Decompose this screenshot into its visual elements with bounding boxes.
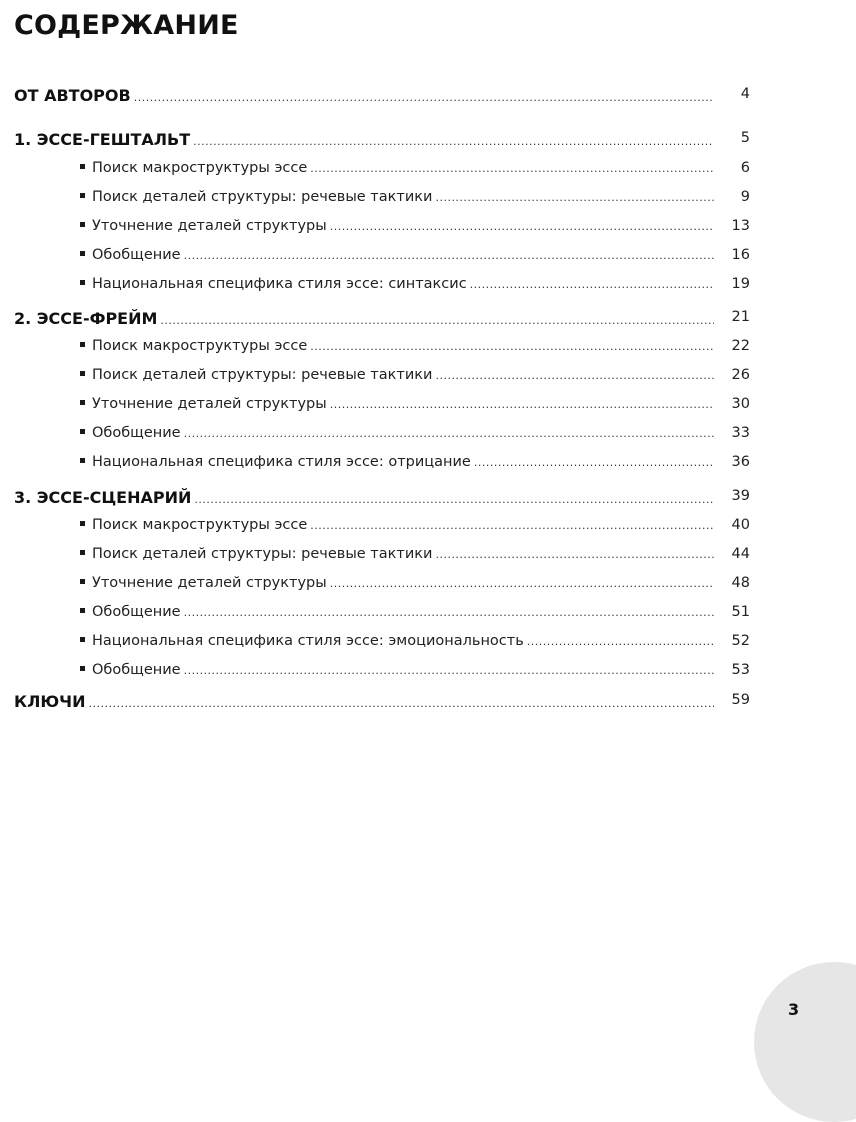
toc-page-number: 16 (731, 247, 750, 263)
toc-label: Обобщение (92, 662, 181, 678)
dot-leader (310, 519, 714, 532)
bullet-icon (80, 579, 85, 584)
toc-section-scenario[interactable] (14, 488, 750, 512)
dot-leader (194, 493, 714, 506)
dot-leader (435, 191, 714, 204)
toc-section-authors[interactable] (14, 86, 750, 110)
dot-leader (310, 340, 714, 353)
page-corner-tab (754, 962, 856, 1122)
toc-label: Поиск деталей структуры: речевые тактики (92, 546, 433, 562)
toc-page-number: 40 (731, 517, 750, 533)
toc-label: Уточнение деталей структуры (92, 575, 327, 591)
toc-page-number: 6 (740, 160, 750, 176)
toc-label: Поиск деталей структуры: речевые тактики (92, 367, 433, 383)
toc-page-number: 48 (731, 575, 750, 591)
dot-leader (184, 664, 714, 677)
toc-page-number: 36 (731, 454, 750, 470)
toc-subsection[interactable] (80, 367, 750, 391)
toc-label: Поиск деталей структуры: речевые тактики (92, 189, 433, 205)
toc-page-number: 51 (731, 604, 750, 620)
toc-subsection[interactable] (80, 218, 750, 242)
bullet-icon (80, 608, 85, 613)
dot-leader (184, 249, 714, 262)
toc-page-number: 30 (731, 396, 750, 412)
toc-subsection[interactable] (80, 160, 750, 184)
bullet-icon (80, 400, 85, 405)
toc-page-number: 39 (731, 488, 750, 504)
toc-section-frame[interactable] (14, 309, 750, 333)
dot-leader (470, 278, 714, 291)
toc-label: Обобщение (92, 247, 181, 263)
toc-label: Национальная специфика стиля эссе: отрицание (92, 454, 471, 470)
toc-label: Поиск макроструктуры эссе (92, 160, 308, 176)
toc-subsection[interactable] (80, 276, 750, 300)
toc-page-number: 22 (731, 338, 750, 354)
bullet-icon (80, 222, 85, 227)
toc-page-number: 26 (731, 367, 750, 383)
toc-page-number: 4 (740, 86, 750, 102)
dot-leader (184, 427, 714, 440)
toc-label: Поиск макроструктуры эссе (92, 338, 308, 354)
toc-subsection[interactable] (80, 338, 750, 362)
dot-leader (184, 606, 714, 619)
toc-page-number: 5 (740, 130, 750, 146)
dot-leader (160, 314, 714, 327)
toc-label: 1. ЭССЕ-ГЕШТАЛЬТ (14, 130, 191, 149)
dot-leader (310, 162, 714, 175)
toc-label: Национальная специфика стиля эссе: эмоциональность (92, 633, 524, 649)
toc-page-number: 53 (731, 662, 750, 678)
dot-leader (88, 697, 714, 710)
dot-leader (330, 220, 714, 233)
toc-label: КЛЮЧИ (14, 692, 86, 711)
toc-subsection[interactable] (80, 546, 750, 570)
bullet-icon (80, 164, 85, 169)
toc-subsection[interactable] (80, 575, 750, 599)
bullet-icon (80, 637, 85, 642)
dot-leader (134, 91, 714, 104)
toc-page-number: 59 (731, 692, 750, 708)
bullet-icon (80, 458, 85, 463)
bullet-icon (80, 371, 85, 376)
bullet-icon (80, 550, 85, 555)
toc-subsection[interactable] (80, 247, 750, 271)
toc-subsection[interactable] (80, 633, 750, 657)
dot-leader (330, 398, 714, 411)
toc-label: Уточнение деталей структуры (92, 396, 327, 412)
bullet-icon (80, 251, 85, 256)
toc-section-keys[interactable] (14, 692, 750, 716)
toc-subsection[interactable] (80, 189, 750, 213)
toc-subsection[interactable] (80, 454, 750, 478)
dot-leader (330, 577, 714, 590)
toc-label: 3. ЭССЕ-СЦЕНАРИЙ (14, 488, 192, 507)
toc-page-number: 21 (731, 309, 750, 325)
toc-label: 2. ЭССЕ-ФРЕЙМ (14, 309, 158, 328)
bullet-icon (80, 521, 85, 526)
toc-page-number: 9 (740, 189, 750, 205)
dot-leader (435, 369, 714, 382)
toc-label: Национальная специфика стиля эссе: синтаксис (92, 276, 467, 292)
toc-section-gestalt[interactable] (14, 130, 750, 154)
toc-subsection[interactable] (80, 396, 750, 420)
toc-subsection[interactable] (80, 517, 750, 541)
page-number: 3 (788, 1000, 800, 1019)
bullet-icon (80, 280, 85, 285)
toc-page-number: 19 (731, 276, 750, 292)
dot-leader (435, 548, 714, 561)
toc-label: Поиск макроструктуры эссе (92, 517, 308, 533)
toc-label: Обобщение (92, 425, 181, 441)
toc-subsection[interactable] (80, 425, 750, 449)
toc-subsection[interactable] (80, 662, 750, 686)
dot-leader (527, 635, 714, 648)
toc-subsection[interactable] (80, 604, 750, 628)
toc-page-number: 13 (731, 218, 750, 234)
bullet-icon (80, 342, 85, 347)
dot-leader (474, 456, 714, 469)
bullet-icon (80, 666, 85, 671)
toc-page-number: 44 (731, 546, 750, 562)
toc-page-number: 33 (731, 425, 750, 441)
dot-leader (193, 135, 714, 148)
toc-label: ОТ АВТОРОВ (14, 86, 131, 105)
bullet-icon (80, 193, 85, 198)
bullet-icon (80, 429, 85, 434)
page-title: СОДЕРЖАНИЕ (14, 10, 239, 41)
toc-label: Обобщение (92, 604, 181, 620)
toc-label: Уточнение деталей структуры (92, 218, 327, 234)
toc-page-number: 52 (731, 633, 750, 649)
